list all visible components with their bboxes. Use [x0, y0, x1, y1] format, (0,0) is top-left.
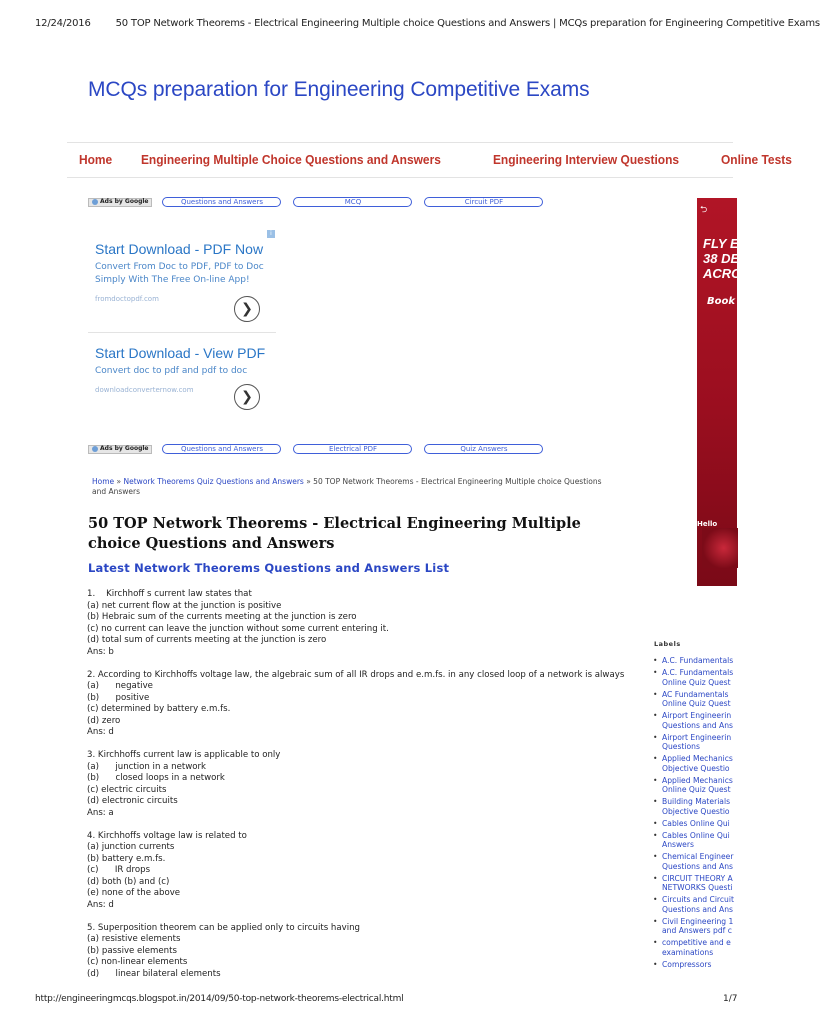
ad-links-bottom [88, 443, 555, 455]
ad-info-icon [92, 446, 98, 452]
nav-engineering-mcq[interactable]: Engineering Multiple Choice Questions and Answers [141, 152, 442, 167]
answer-key: Ans: d [87, 899, 114, 910]
label-text: • Applied Mechanics [662, 775, 733, 785]
label-text: • Airport Engineerin [662, 711, 732, 720]
answer-option: (c) IR drops [87, 865, 151, 875]
answer-option: (e) none of the above [87, 888, 181, 898]
main-nav [67, 142, 793, 178]
question-item [87, 670, 627, 739]
label-text: and Answers pdf c [662, 926, 732, 935]
chevron-right-icon[interactable]: ❯ [234, 296, 260, 322]
label-text: • A.C. Fundamentals [662, 668, 734, 677]
label-text: • A.C. Fundamentals [662, 656, 734, 665]
nav-online-tests[interactable]: Online Tests [721, 152, 793, 167]
ads-by-google-label: Ads by Google [100, 198, 149, 205]
label-text: Questions and Ans [662, 904, 733, 914]
question-item [87, 589, 627, 658]
print-footer-url: http://engineeringmcqs.blogspot.in/2014/09/50-top-network-theorems-electrical.html [35, 994, 404, 1004]
ad-url[interactable]: downloadconverternow.com [95, 386, 194, 394]
label-text: • Applied Mechanics [662, 754, 733, 763]
answer-key: Ans: d [87, 727, 114, 737]
label-link[interactable] [652, 831, 735, 850]
ad-description: Convert doc to pdf and pdf to doc [95, 366, 248, 376]
answer-option: (c) no current can leave the junction without some current entering it. [87, 623, 389, 634]
question-text: 1. Kirchhoff s current law states that [87, 589, 252, 599]
post-title: 50 TOP Network Theorems - Electrical Engineering Multiple choice Questions and Answers [88, 515, 581, 552]
label-text: • Chemical Engineer [662, 852, 734, 861]
ad-link-pill[interactable]: Electrical PDF [293, 444, 412, 454]
label-text: • Compressors [662, 959, 712, 969]
labels-list [652, 656, 735, 972]
label-text: NETWORKS Questi [662, 883, 733, 892]
label-link[interactable] [652, 895, 735, 914]
label-link[interactable] [652, 690, 735, 709]
breadcrumb-section[interactable]: Network Theorems Quiz Questions and Answers [123, 477, 304, 486]
print-header [35, 18, 820, 29]
label-link[interactable] [652, 711, 735, 730]
ad-title[interactable]: Start Download - PDF Now [95, 241, 264, 257]
answer-option: (d) zero [87, 715, 121, 726]
label-text: Online Quiz Quest [662, 677, 731, 687]
label-text: Questions and Ans [662, 861, 733, 871]
label-text: Online Quiz Quest [662, 699, 731, 708]
ad-description: Convert From Doc to PDF, PDF to Doc Simply With The Free On-line App! [95, 262, 264, 285]
label-text: • Civil Engineering 1 [662, 916, 734, 926]
site-title[interactable]: MCQs preparation for Engineering Competitive Exams [88, 78, 590, 101]
label-text: Questions and Ans [662, 720, 733, 730]
answer-option: (d) both (b) and (c) [87, 876, 170, 887]
answer-option: (d) linear bilateral elements [87, 968, 221, 979]
answer-key: Ans: a [87, 807, 114, 818]
print-title: 50 TOP Network Theorems - Electrical Engineering Multiple choice Questions and Answers | MCQs preparation for Engineering Competitive Exams [115, 18, 820, 29]
answer-option: (a) junction in a network [87, 761, 207, 772]
label-link[interactable] [652, 819, 735, 829]
back-arrow-icon[interactable]: ⮌ [700, 205, 708, 215]
label-text: Questions [662, 742, 700, 751]
post-subtitle: Latest Network Theorems Questions and Answers List [88, 561, 450, 575]
label-text: examinations [662, 947, 714, 957]
answer-option: (d) electronic circuits [87, 796, 178, 806]
label-link[interactable] [652, 668, 735, 687]
answer-option: (b) battery e.m.fs. [87, 853, 166, 864]
answer-option: (a) resistive elements [87, 934, 181, 944]
ad-link-pill[interactable]: MCQ [293, 197, 412, 207]
nav-interview-questions[interactable]: Engineering Interview Questions [493, 152, 680, 167]
ad-divider [88, 332, 276, 333]
answer-option: (b) positive [87, 692, 150, 703]
ad-link-pill[interactable]: Questions and Answers [162, 444, 281, 454]
question-text: 4. Kirchhoffs voltage law is related to [87, 830, 247, 841]
label-text: Objective Questio [662, 806, 730, 816]
answer-option: (c) non-linear elements [87, 957, 188, 967]
label-text: • Cables Online Qui [662, 830, 730, 840]
label-link[interactable] [652, 917, 735, 936]
label-text: Answers [662, 840, 694, 849]
breadcrumb [92, 477, 604, 497]
question-text: 2. According to Kirchhoffs voltage law, the algebraic sum of all IR drops and e.m.fs. in any closed loop of a network is always [87, 669, 625, 680]
question-list [87, 589, 627, 992]
ads-by-google-label: Ads by Google [100, 445, 149, 452]
page-number: 1/7 [723, 994, 738, 1004]
ad-info-icon [92, 199, 98, 205]
label-link[interactable] [652, 776, 735, 795]
breadcrumb-separator: » [303, 477, 314, 486]
label-text: Online Quiz Quest [662, 785, 731, 794]
answer-option: (b) passive elements [87, 945, 177, 956]
world-map-graphic [702, 528, 738, 568]
answer-option: (a) negative [87, 681, 153, 691]
label-link[interactable] [652, 754, 735, 773]
banner-cta[interactable]: Book n [707, 296, 746, 307]
label-link[interactable] [652, 733, 735, 752]
label-link[interactable] [652, 656, 735, 666]
question-item [87, 750, 627, 819]
label-link[interactable] [652, 852, 735, 871]
answer-option: (c) determined by battery e.m.fs. [87, 704, 231, 714]
label-text: • Circuits and Circuit [662, 895, 734, 904]
banner-line: FLY EI [703, 236, 743, 251]
breadcrumb-current: 50 TOP Network Theorems - Electrical Engineering Multiple choice Questions and Answers [92, 477, 602, 496]
ad-title[interactable]: Start Download - View PDF [95, 345, 266, 361]
label-text: • CIRCUIT THEORY A [662, 873, 733, 883]
ad-url[interactable]: fromdoctopdf.com [95, 295, 159, 303]
chevron-right-icon[interactable]: ❯ [234, 384, 260, 410]
answer-option: (a) net current flow at the junction is positive [87, 600, 282, 611]
banner-ad[interactable] [697, 198, 750, 586]
question-text: 3. Kirchhoffs current law is applicable to only [87, 750, 281, 760]
ad-links-top [88, 196, 555, 208]
label-text: Objective Questio [662, 763, 730, 773]
ad-link-pill[interactable]: Quiz Answers [424, 444, 543, 454]
adchoices-icon[interactable]: i [267, 230, 275, 238]
breadcrumb-separator: » [114, 477, 124, 486]
banner-line: ACROS [703, 266, 750, 281]
answer-option: (b) Hebraic sum of the currents meeting at the junction is zero [87, 612, 357, 622]
ad-link-pill[interactable]: Circuit PDF [424, 197, 543, 207]
text-ad[interactable] [88, 241, 276, 333]
ads-by-google-badge[interactable] [88, 445, 152, 454]
label-text: • AC Fundamentals [662, 689, 729, 699]
label-link[interactable] [652, 874, 735, 893]
question-item [87, 831, 627, 912]
answer-option: (a) junction currents [87, 842, 175, 852]
banner-headline [703, 236, 750, 281]
answer-option: (b) closed loops in a network [87, 773, 225, 783]
labels-heading: Labels [654, 640, 681, 648]
print-date: 12/24/2016 [35, 18, 91, 29]
answer-key: Ans: b [87, 646, 114, 657]
banner-brand: Hello [697, 520, 718, 528]
ads-by-google-badge[interactable] [88, 198, 152, 207]
label-link[interactable] [652, 938, 735, 957]
banner-line: 38 DE [703, 251, 740, 266]
label-text: • competitive and e [662, 938, 731, 947]
ad-link-pill[interactable]: Questions and Answers [162, 197, 281, 207]
label-link[interactable] [652, 797, 735, 816]
text-ad[interactable] [88, 345, 276, 415]
label-text: • Airport Engineerin [662, 732, 732, 742]
label-text: • Cables Online Qui [662, 818, 730, 828]
label-link[interactable] [652, 960, 735, 970]
label-text: • Building Materials [662, 797, 731, 806]
nav-home[interactable]: Home [78, 152, 113, 167]
answer-option: (d) total sum of currents meeting at the junction is zero [87, 635, 327, 645]
question-text: 5. Superposition theorem can be applied only to circuits having [87, 922, 360, 933]
question-item [87, 923, 627, 981]
breadcrumb-home[interactable]: Home [92, 477, 115, 486]
answer-option: (c) electric circuits [87, 784, 167, 795]
